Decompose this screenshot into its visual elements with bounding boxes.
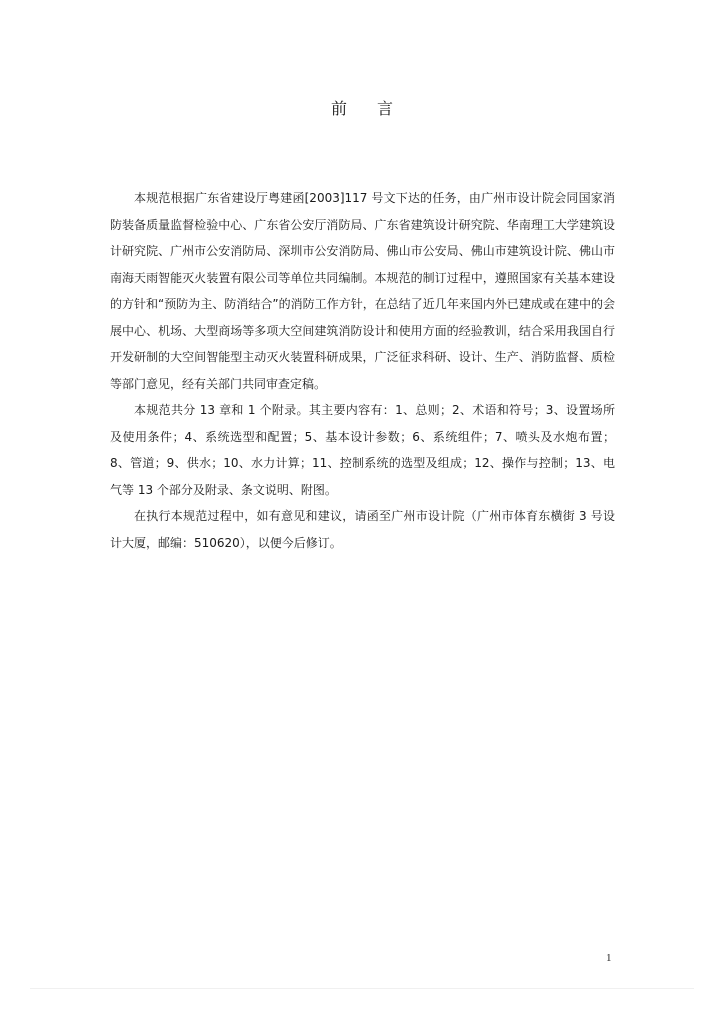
page-title: 前言 — [330, 99, 423, 118]
footer-divider — [30, 988, 694, 989]
body-text — [110, 185, 615, 556]
page-number: 1 — [606, 952, 612, 964]
paragraph-intro: 本规范根据广东省建设厅粤建函[2003]117 号文下达的任务，由广州市设计院会同国家消防装备质量监督检验中心、广东省公安厅消防局、广东省建筑设计研究院、华南理工大学建筑设计研究院、广州市公安消防局、深圳市公安消防局、佛山市公安局、佛山市建筑设计院、佛山市南海天雨智能灭火装置有限公司等单位共同编制。本规范的制订过程中，遵照国家有关基本建设的方针和“预防为主、防消结合”的消防工作方针，在总结了近几年来国内外已建成或在建中的会展中心、机场、大型商场等多项大空间建筑消防设计和使用方面的经验教训，结合采用我国自行开发研制的大空间智能型主动灭火装置科研成果，广泛征求科研、设计、生产、消防监督、质检等部门意见，经有关部门共同审查定稿。 — [110, 191, 615, 391]
paragraph-contents: 本规范共分 13 章和 1 个附录。其主要内容有：1、总则；2、术语和符号；3、设置场所及使用条件；4、系统选型和配置；5、基本设计参数；6、系统组件；7、喷头及水炮布置；8、管道；9、供水；10、水力计算；11、控制系统的选型及组成；12、操作与控制；13、电气等 13 个部分及附录、条文说明、附图。 — [110, 403, 615, 497]
paragraph-feedback: 在执行本规范过程中，如有意见和建议，请函至广州市设计院（广州市体育东横街 3 号设计大厦，邮编：510620），以便今后修订。 — [110, 509, 615, 550]
